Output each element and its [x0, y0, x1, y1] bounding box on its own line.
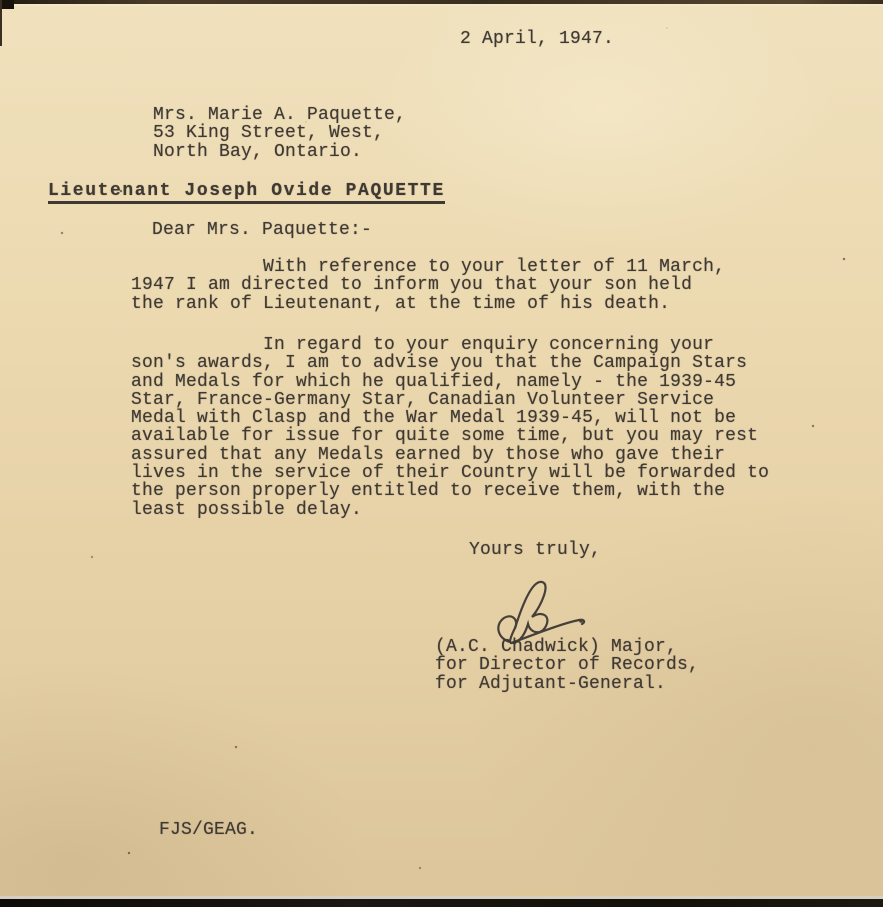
subject-line: Lieutenant Joseph Ovide PAQUETTE — [48, 182, 445, 204]
signature-block — [435, 638, 699, 693]
recipient-name-line: Mrs. Marie A. Paquette, — [153, 105, 407, 125]
signatory-name: (A.C. Chadwick) Major, — [435, 637, 678, 657]
recipient-address — [153, 106, 406, 161]
paragraph-1 — [131, 258, 725, 313]
scan-edge-top-highlight — [0, 4, 883, 6]
paragraph-line: son's awards, I am to advise you that the Campaign Stars — [131, 353, 748, 374]
paragraph-line: available for issue for quite some time, but you may rest — [131, 426, 759, 447]
scan-edge-left — [0, 0, 2, 46]
paragraph-line: the rank of Lieutenant, at the time of his death. — [131, 293, 671, 314]
signatory-role-adjutant: for Adjutant-General. — [435, 673, 667, 694]
paragraph-line: In regard to your enquiry concerning your — [131, 335, 715, 355]
closing: Yours truly, — [469, 540, 602, 560]
paragraph-line: assured that any Medals earned by those who gave their — [131, 444, 726, 465]
signatory-role-records: for Director of Records, — [435, 655, 700, 676]
paragraph-line: and Medals for which he qualified, namely - the 1939-45 — [131, 371, 737, 392]
paragraph-line: Star, France-Germany Star, Canadian Volunteer Service — [131, 389, 715, 410]
paragraph-line: 1947 I am directed to inform you that your son held — [131, 275, 693, 296]
salutation: Dear Mrs. Paquette:- — [152, 220, 373, 240]
reference-initials: FJS/GEAG. — [159, 820, 259, 840]
recipient-street-line: 53 King Street, West, — [153, 123, 385, 144]
paragraph-line: least possible delay. — [131, 499, 363, 520]
letter-date: 2 April, 1947. — [460, 29, 615, 49]
paragraph-line: With reference to your letter of 11 March, — [131, 257, 726, 277]
paragraph-line: lives in the service of their Country will be forwarded to — [131, 463, 770, 484]
scan-edge-bottom — [0, 899, 883, 907]
scan-corner-mark — [0, 0, 14, 9]
paragraph-line: Medal with Clasp and the War Medal 1939-45, will not be — [131, 408, 737, 429]
paragraph-2 — [131, 336, 769, 519]
recipient-city-line: North Bay, Ontario. — [153, 141, 363, 162]
paragraph-line: the person properly entitled to receive them, with the — [131, 481, 726, 502]
